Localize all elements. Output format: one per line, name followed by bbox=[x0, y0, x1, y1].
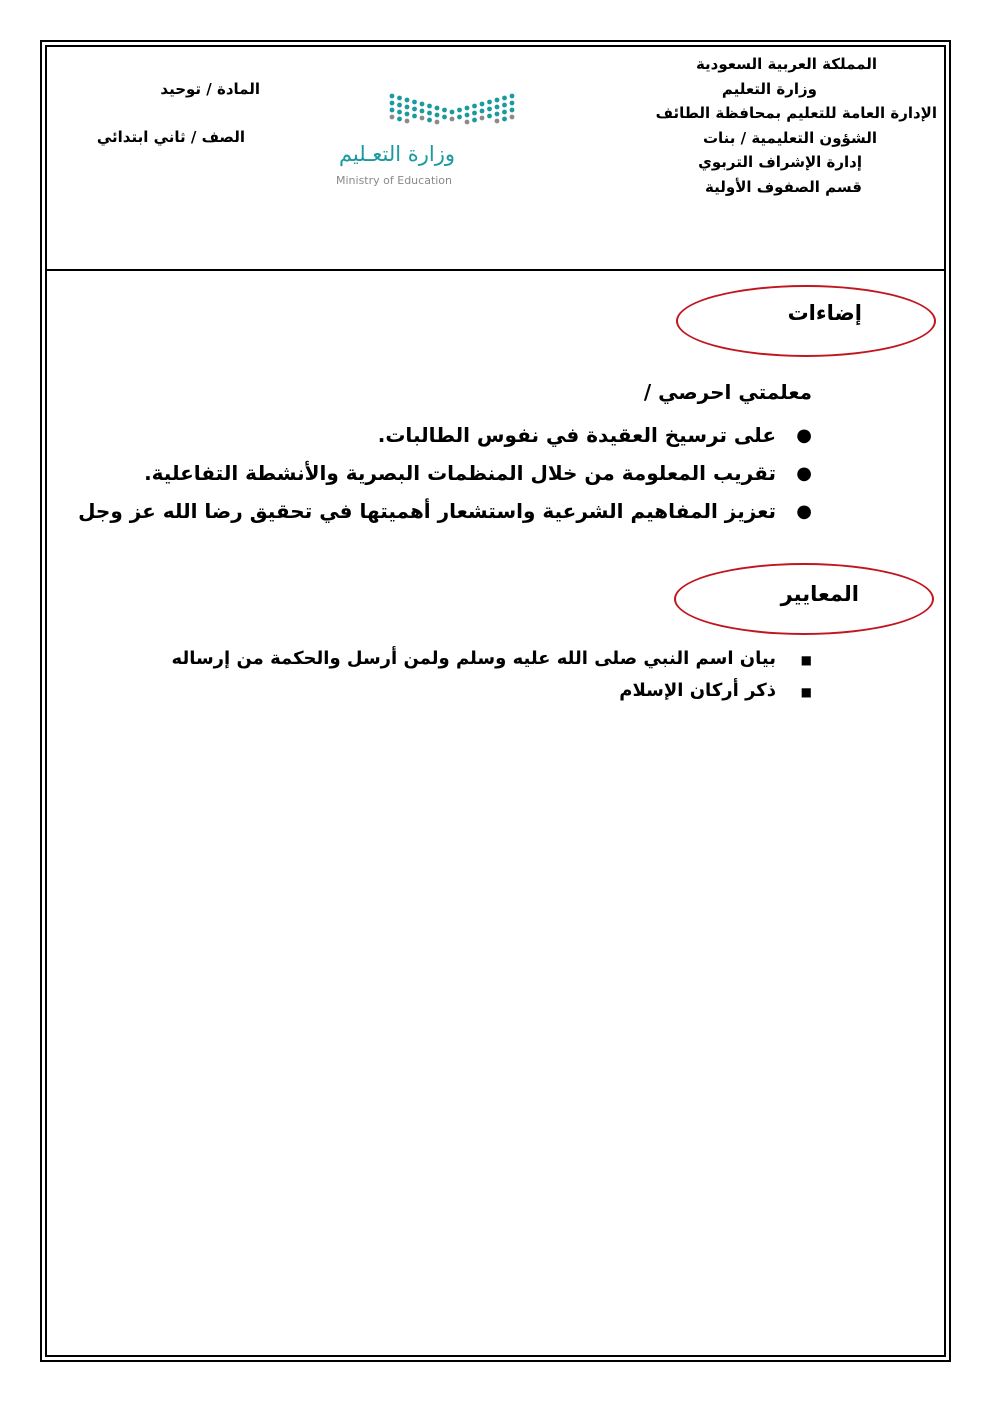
highlights-list bbox=[78, 418, 812, 532]
logo-dot bbox=[450, 117, 455, 122]
logo-dot bbox=[390, 101, 395, 106]
logo-dot bbox=[480, 109, 485, 114]
logo-dot bbox=[390, 115, 395, 120]
logo-dot bbox=[472, 118, 477, 123]
list-item-text: على ترسيخ العقيدة في نفوس الطالبات. bbox=[377, 423, 776, 447]
logo-dot bbox=[472, 104, 477, 109]
logo-dot bbox=[457, 108, 462, 113]
logo-dot bbox=[412, 114, 417, 119]
logo-dot bbox=[465, 106, 470, 111]
list-item bbox=[172, 645, 812, 677]
logo-dot bbox=[397, 103, 402, 108]
logo-dot bbox=[450, 110, 455, 115]
header-line-ministry: وزارة التعليم bbox=[721, 79, 817, 98]
logo-dot bbox=[405, 112, 410, 117]
logo-dot bbox=[480, 102, 485, 107]
logo-dot bbox=[435, 113, 440, 118]
logo-dot bbox=[427, 111, 432, 116]
logo-dot bbox=[502, 103, 507, 108]
logo-dot bbox=[495, 98, 500, 103]
logo-dot bbox=[397, 117, 402, 122]
logo-dot bbox=[502, 117, 507, 122]
logo-dot bbox=[442, 115, 447, 120]
list-item bbox=[172, 677, 812, 709]
logo-dot bbox=[442, 108, 447, 113]
logo-dot bbox=[487, 114, 492, 119]
logo-dot bbox=[510, 115, 515, 120]
logo-dot bbox=[480, 116, 485, 121]
logo-dot bbox=[435, 106, 440, 111]
list-item-text: تعزيز المفاهيم الشرعية واستشعار أهميتها في تحقيق رضا الله عز وجل bbox=[78, 499, 776, 523]
list-item bbox=[78, 418, 812, 456]
logo-arabic-text: وزارة التعـليم bbox=[338, 142, 455, 166]
institution-header bbox=[567, 52, 937, 199]
logo-dot bbox=[472, 111, 477, 116]
list-item bbox=[78, 456, 812, 494]
logo-dot bbox=[397, 110, 402, 115]
logo-dot bbox=[502, 96, 507, 101]
header-line-affairs: الشؤون التعليمية / بنات bbox=[702, 128, 877, 147]
ministry-dots-logo-icon bbox=[330, 82, 520, 137]
logo-dot bbox=[510, 94, 515, 99]
logo-dot bbox=[495, 119, 500, 124]
header-divider bbox=[45, 269, 946, 271]
bullet-square-icon: ■ bbox=[800, 685, 812, 699]
subject-label: المادة / توحيد bbox=[160, 80, 260, 98]
standards-title: المعايير bbox=[780, 582, 859, 606]
standards-list bbox=[172, 645, 812, 709]
header-line-department: قسم الصفوف الأولية bbox=[705, 177, 862, 196]
logo-english-text: Ministry of Education bbox=[336, 174, 453, 187]
logo-dot bbox=[487, 100, 492, 105]
logo-dot bbox=[420, 109, 425, 114]
bullet-dot-icon: ● bbox=[796, 463, 812, 484]
logo-dot bbox=[397, 96, 402, 101]
logo-dot bbox=[390, 94, 395, 99]
bullet-dot-icon: ● bbox=[796, 425, 812, 446]
ministry-logo bbox=[330, 82, 520, 192]
list-item-text: ذكر أركان الإسلام bbox=[619, 680, 776, 701]
grade-label: الصف / ثاني ابتدائي bbox=[96, 128, 245, 146]
list-item-text: تقريب المعلومة من خلال المنظمات البصرية والأنشطة التفاعلية. bbox=[144, 461, 776, 485]
logo-dot bbox=[457, 115, 462, 120]
header-line-directorate: الإدارة العامة للتعليم بمحافظة الطائف bbox=[655, 104, 937, 122]
logo-dot bbox=[412, 107, 417, 112]
header-line-kingdom: المملكة العربية السعودية bbox=[695, 55, 877, 73]
bullet-square-icon: ■ bbox=[800, 653, 812, 667]
logo-dot bbox=[405, 98, 410, 103]
logo-dot bbox=[420, 116, 425, 121]
list-item-text: بيان اسم النبي صلى الله عليه وسلم ولمن أرسل والحكمة من إرساله bbox=[171, 648, 776, 669]
logo-dot bbox=[487, 107, 492, 112]
logo-dot bbox=[390, 108, 395, 113]
logo-dot bbox=[495, 112, 500, 117]
logo-dot bbox=[420, 102, 425, 107]
logo-dot bbox=[405, 105, 410, 110]
logo-dot bbox=[427, 118, 432, 123]
logo-dot bbox=[495, 105, 500, 110]
logo-dot bbox=[510, 101, 515, 106]
logo-dot bbox=[465, 120, 470, 125]
logo-dot bbox=[465, 113, 470, 118]
highlights-title: إضاءات bbox=[787, 301, 862, 325]
logo-dot bbox=[427, 104, 432, 109]
highlights-intro: معلمتي احرصي / bbox=[643, 380, 812, 404]
logo-dot bbox=[510, 108, 515, 113]
logo-dot bbox=[435, 120, 440, 125]
logo-dot bbox=[412, 100, 417, 105]
logo-dot bbox=[405, 119, 410, 124]
logo-dot bbox=[502, 110, 507, 115]
bullet-dot-icon: ● bbox=[796, 501, 812, 522]
list-item bbox=[78, 494, 812, 532]
header-line-supervision: إدارة الإشراف التربوي bbox=[698, 153, 862, 171]
